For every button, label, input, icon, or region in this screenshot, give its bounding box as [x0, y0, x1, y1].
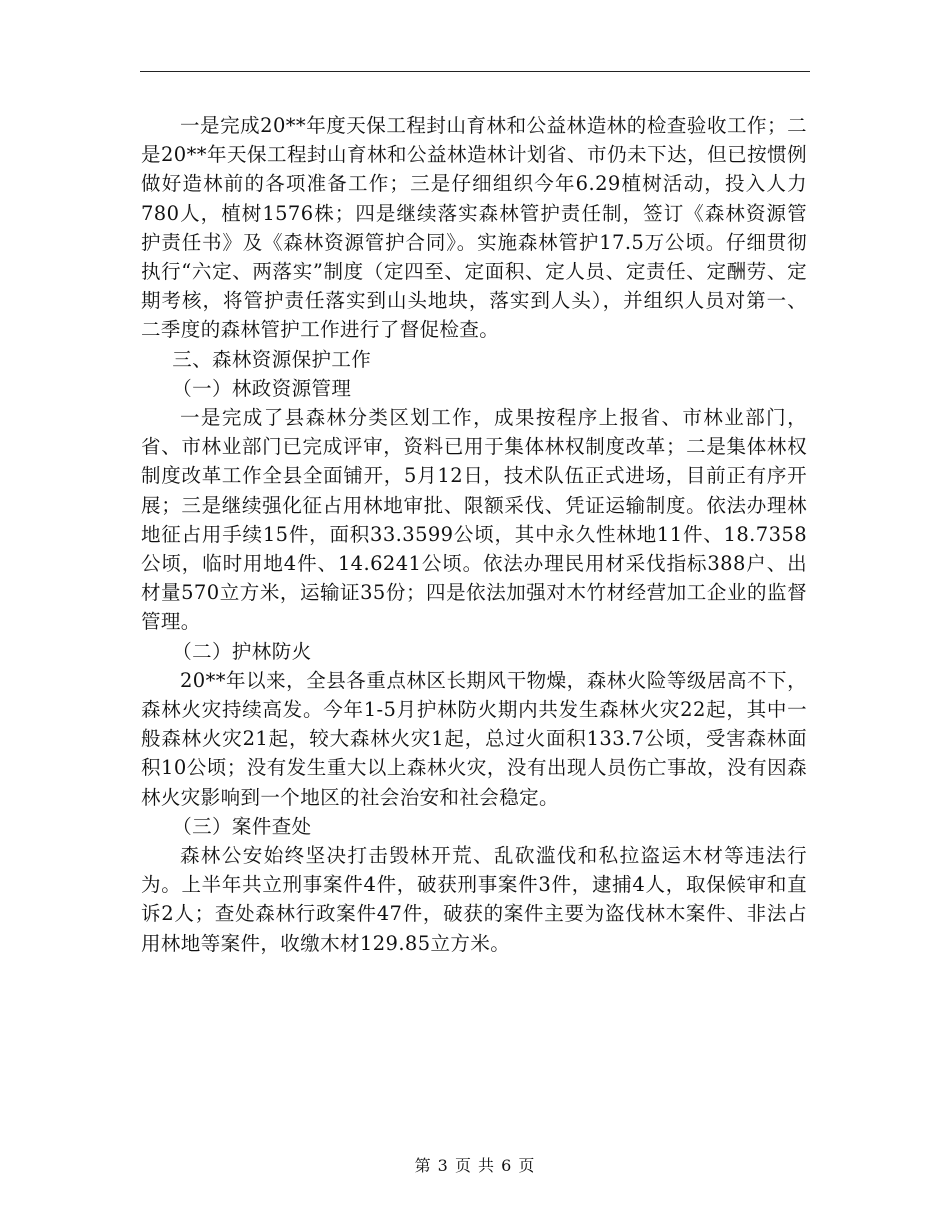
- subheading-forest-resource-admin: （一）林政资源管理: [172, 376, 352, 400]
- document-body: [141, 111, 807, 958]
- header-rule: [140, 71, 810, 72]
- paragraph-fire-prevention: 20**年以来，全县各重点林区长期风干物燥，森林火险等级居高不下，森林火灾持续高发。今年1-5月护林防火期内共发生森林火灾22起，其中一般森林火灾21起，较大森林火灾1起，总过火面积133.7公顷，受害森林面积10公顷；没有发生重大以上森林火灾，没有出现人员伤亡事故，没有因森林火灾影响到一个地区的社会治安和社会稳定。: [141, 668, 807, 809]
- paragraph-forest-resource-admin: 一是完成了县森林分类区划工作，成果按程序上报省、市林业部门，省、市林业部门已完成评审，资料已用于集体林权制度改革；二是集体林权制度改革工作全县全面铺开，5月12日，技术队伍正式进场，目前正有序开展；三是继续强化征占用林地审批、限额采伐、凭证运输制度。依法办理林地征占用手续15件，面积33.3599公顷，其中永久性林地11件、18.7358公顷，临时用地4件、14.6241公顷。依法办理民用材采伐指标388户、出材量570立方米，运输证35份；四是依法加强对木竹材经营加工企业的监督管理。: [141, 406, 807, 634]
- section-heading-forest-protection: 三、森林资源保护工作: [172, 347, 372, 371]
- page-number-footer: 第 3 页 共 6 页: [414, 1156, 536, 1175]
- paragraph-forest-management: 一是完成20**年度天保工程封山育林和公益林造林的检查验收工作；二是20**年天保工程封山育林和公益林造林计划省、市仍未下达，但已按惯例做好造林前的各项准备工作；三是仔细组织今年6.29植树活动，投入人力780人，植树1576株；四是继续落实森林管护责任制，签订《森林资源管护责任书》及《森林资源管护合同》。实施森林管护17.5万公顷。仔细贯彻执行“六定、两落实”制度（定四至、定面积、定人员、定责任、定酬劳、定期考核，将管护责任落实到山头地块，落实到人头），并组织人员对第一、二季度的森林管护工作进行了督促检查。: [141, 114, 807, 342]
- subheading-fire-prevention: （二）护林防火: [172, 639, 312, 663]
- paragraph-case-investigation: 森林公安始终坚决打击毁林开荒、乱砍滥伐和私拉盗运木材等违法行为。上半年共立刑事案件4件，破获刑事案件3件，逮捕4人，取保候审和直诉2人；查处森林行政案件47件，破获的案件主要为盗伐林木案件、非法占用林地等案件，收缴木材129.85立方米。: [141, 844, 807, 955]
- subheading-case-investigation: （三）案件查处: [172, 814, 312, 838]
